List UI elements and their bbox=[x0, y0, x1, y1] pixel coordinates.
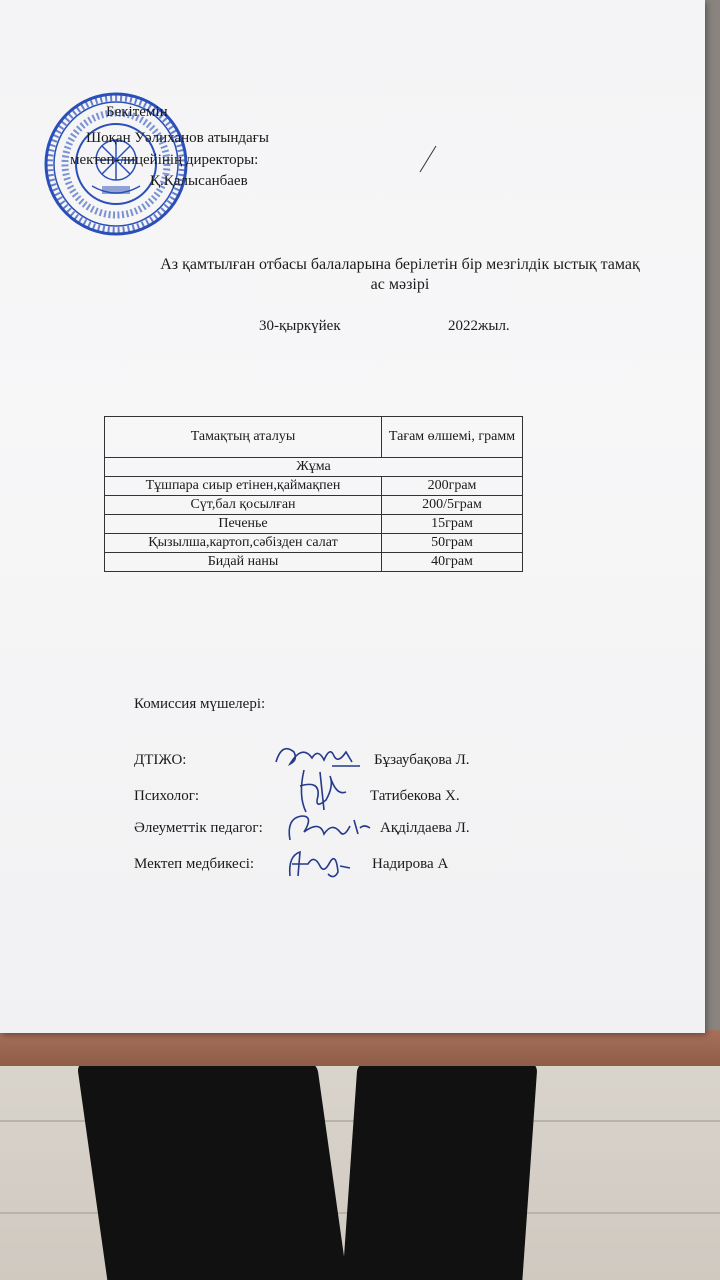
member-role: Мектеп медбикесі: bbox=[134, 856, 255, 872]
signature-4 bbox=[284, 846, 354, 882]
table-row bbox=[105, 534, 523, 553]
member-name: Ақділдаева Л. bbox=[380, 820, 470, 836]
dish-amount: 50грам bbox=[382, 534, 523, 553]
signature-3 bbox=[284, 810, 374, 846]
column-header-amount: Тағам өлшемі, грамм bbox=[382, 417, 523, 458]
menu-date-day: 30-қыркүйек bbox=[259, 318, 341, 334]
dish-name: Қызылша,картоп,сәбізден салат bbox=[105, 534, 382, 553]
director-name: Қ.Қалысанбаев bbox=[150, 173, 248, 189]
member-role: Әлеуметтік педагог: bbox=[134, 820, 263, 836]
column-header-dish: Тамақтың аталуы bbox=[105, 417, 382, 458]
commission-heading: Комиссия мүшелері: bbox=[134, 696, 266, 712]
dish-name: Тұшпара сиыр етінен,қаймақпен bbox=[105, 477, 382, 496]
menu-title-line2: ас мәзірі bbox=[370, 276, 430, 293]
director-title-line: мектеп-лицейінің директоры: bbox=[70, 152, 259, 168]
person-leg-left bbox=[77, 1062, 348, 1280]
table-row bbox=[105, 515, 523, 534]
menu-table bbox=[104, 416, 523, 572]
table-header-row bbox=[105, 417, 523, 458]
director-signature-mark bbox=[418, 144, 438, 174]
member-name: Татибекова Х. bbox=[370, 788, 460, 804]
menu-date-year: 2022жыл. bbox=[448, 318, 510, 334]
wooden-table-edge bbox=[0, 1030, 720, 1066]
dish-name: Бидай наны bbox=[105, 553, 382, 572]
member-name: Бұзаубақова Л. bbox=[374, 752, 470, 768]
dish-name: Сүт,бал қосылған bbox=[105, 496, 382, 515]
approval-heading: Бекітемін bbox=[106, 104, 168, 120]
table-row bbox=[105, 553, 523, 572]
dish-amount: 15грам bbox=[382, 515, 523, 534]
member-name: Надирова А bbox=[372, 856, 449, 872]
day-label: Жұма bbox=[105, 458, 523, 477]
dish-amount: 200/5грам bbox=[382, 496, 523, 515]
table-row bbox=[105, 477, 523, 496]
table-row bbox=[105, 496, 523, 515]
school-name-line: Шоқан Уәлиханов атындағы bbox=[86, 130, 269, 146]
floor-background bbox=[0, 1062, 720, 1280]
dish-amount: 200грам bbox=[382, 477, 523, 496]
person-leg-right bbox=[342, 1062, 537, 1280]
signature-2 bbox=[290, 766, 360, 816]
table-day-row bbox=[105, 458, 523, 477]
dish-amount: 40грам bbox=[382, 553, 523, 572]
member-role: ДТІЖО: bbox=[134, 752, 187, 768]
member-role: Психолог: bbox=[134, 788, 200, 804]
menu-title-line1: Аз қамтылған отбасы балаларына берілетін бір мезгілдік ыстық тамақ bbox=[160, 256, 640, 273]
dish-name: Печенье bbox=[105, 515, 382, 534]
